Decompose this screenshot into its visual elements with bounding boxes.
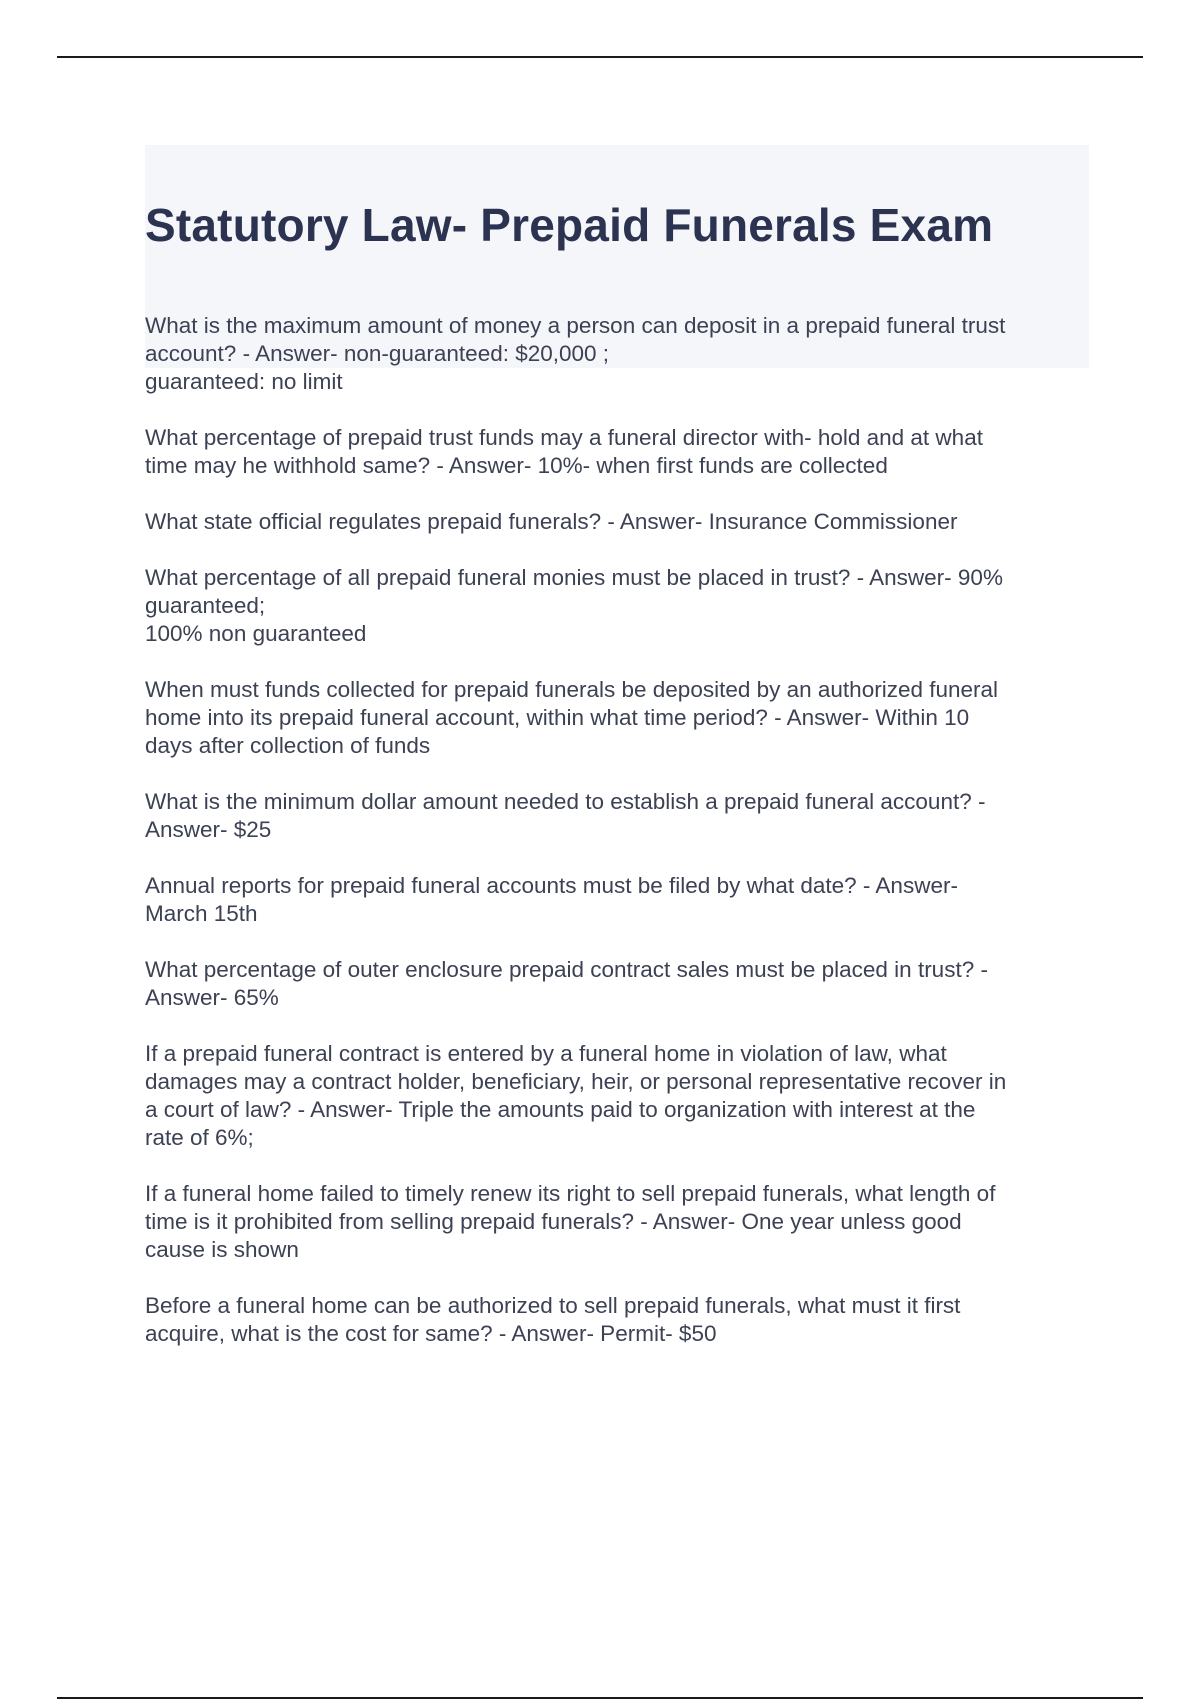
qa-item-line: What is the minimum dollar amount needed to establish a prepaid funeral account? - (145, 789, 986, 814)
qa-item-line: time is it prohibited from selling prepaid funerals? - Answer- One year unless good (145, 1209, 962, 1234)
qa-item-line: account? - Answer- non-guaranteed: $20,000 ; (145, 341, 610, 366)
qa-item-line: cause is shown (145, 1237, 299, 1262)
qa-item-line: If a prepaid funeral contract is entered by a funeral home in violation of law, what (145, 1041, 947, 1066)
qa-item (145, 956, 1089, 1012)
qa-item-line: Before a funeral home can be authorized to sell prepaid funerals, what must it first (145, 1293, 961, 1318)
qa-item-line: What is the maximum amount of money a person can deposit in a prepaid funeral trust (145, 313, 1006, 338)
qa-item-line: guaranteed: no limit (145, 369, 343, 394)
qa-item-line: 100% non guaranteed (145, 621, 367, 646)
qa-item-line: When must funds collected for prepaid funerals be deposited by an authorized funeral (145, 677, 999, 702)
qa-item-line: What percentage of outer enclosure prepaid contract sales must be placed in trust? - (145, 957, 988, 982)
top-rule (57, 56, 1143, 58)
qa-item-line: time may he withhold same? - Answer- 10%- when first funds are collected (145, 453, 888, 478)
qa-item (145, 788, 1089, 844)
qa-item-line: If a funeral home failed to timely renew its right to sell prepaid funerals, what length of (145, 1181, 996, 1206)
qa-item (145, 676, 1089, 760)
qa-item-line: a court of law? - Answer- Triple the amounts paid to organization with interest at the (145, 1097, 976, 1122)
qa-item-line: rate of 6%; (145, 1125, 254, 1150)
qa-item-line: home into its prepaid funeral account, within what time period? - Answer- Within 10 (145, 705, 970, 730)
qa-item-line: days after collection of funds (145, 733, 431, 758)
qa-item (145, 1292, 1089, 1348)
qa-item-line: What percentage of prepaid trust funds may a funeral director with- hold and at what (145, 425, 983, 450)
qa-item-line: damages may a contract holder, beneficiary, heir, or personal representative recover in (145, 1069, 1007, 1094)
qa-item-line: What percentage of all prepaid funeral monies must be placed in trust? - Answer- 90% (145, 565, 1003, 590)
bottom-rule (57, 1697, 1143, 1699)
qa-item-line: March 15th (145, 901, 258, 926)
qa-item (145, 312, 1089, 396)
qa-item (145, 1180, 1089, 1264)
document-title: Statutory Law- Prepaid Funerals Exam (145, 199, 994, 251)
qa-item-line: guaranteed; (145, 593, 266, 618)
qa-item-line: Answer- 65% (145, 985, 279, 1010)
qa-item-line: acquire, what is the cost for same? - Answer- Permit- $50 (145, 1321, 717, 1346)
qa-item (145, 872, 1089, 928)
qa-item (145, 424, 1089, 480)
qa-list (145, 312, 1089, 1376)
qa-item-line: Answer- $25 (145, 817, 272, 842)
qa-item-line: Annual reports for prepaid funeral accounts must be filed by what date? - Answer- (145, 873, 958, 898)
qa-item-line: What state official regulates prepaid funerals? - Answer- Insurance Commissioner (145, 509, 958, 534)
qa-item (145, 508, 1089, 536)
qa-item (145, 1040, 1089, 1152)
qa-item (145, 564, 1089, 648)
